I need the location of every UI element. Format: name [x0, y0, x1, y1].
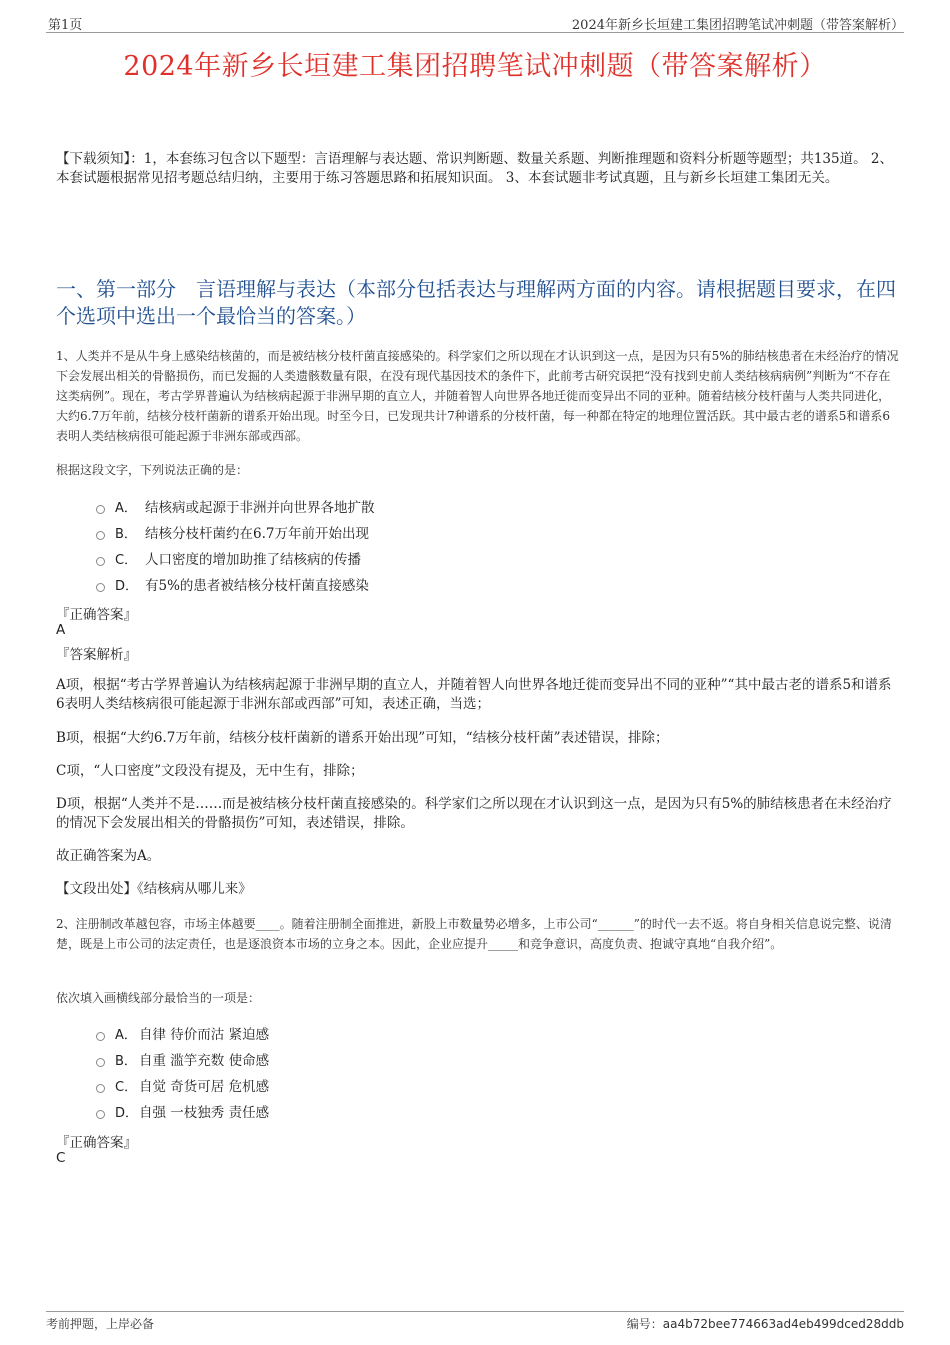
option-text: 自重 滥竽充数 使命感	[139, 1053, 270, 1069]
option-c[interactable]	[96, 1072, 269, 1098]
answer-value: C	[56, 1150, 66, 1166]
document-title: 2024年新乡长垣建工集团招聘笔试冲刺题（带答案解析）	[123, 51, 827, 82]
analysis-item-b: B项，根据“大约6.7万年前，结核分枝杆菌新的谱系开始出现”可知，“结核分枝杆菌”表述错误，排除；	[56, 730, 669, 746]
option-b[interactable]	[96, 519, 375, 545]
analysis-conclusion: 故正确答案为A。	[56, 848, 161, 864]
footer-code-label: 编号：	[626, 1317, 663, 1331]
option-text: 自强 一枝独秀 责任感	[139, 1105, 270, 1121]
option-letter: D．	[115, 1105, 139, 1121]
footer-divider	[46, 1311, 904, 1312]
radio-icon[interactable]	[96, 1032, 105, 1041]
radio-icon[interactable]	[96, 531, 105, 540]
radio-icon[interactable]	[96, 557, 105, 566]
answer-value: A	[56, 622, 66, 638]
header-doc-title: 2024年新乡长垣建工集团招聘笔试冲刺题（带答案解析）	[571, 18, 904, 33]
option-text: 自觉 奇货可居 危机感	[139, 1079, 270, 1095]
option-d[interactable]	[96, 571, 375, 597]
header-page-number: 第1页	[48, 18, 83, 33]
source-citation: 【文段出处】《结核病从哪儿来》	[56, 881, 252, 897]
radio-icon[interactable]	[96, 1058, 105, 1067]
option-a[interactable]	[96, 493, 375, 519]
option-text: 结核病或起源于非洲并向世界各地扩散	[145, 500, 375, 516]
footer-slogan: 考前押题，上岸必备	[46, 1317, 155, 1331]
footer-code-value: aa4b72bee774663ad4eb499dced28ddb	[662, 1317, 904, 1331]
option-text: 结核分枝杆菌约在6.7万年前开始出现	[145, 526, 369, 542]
option-letter: A．	[115, 500, 137, 516]
answer-label: 『正确答案』	[56, 1135, 137, 1151]
footer-code	[627, 1315, 904, 1332]
question-2-prompt: 依次填入画横线部分最恰当的一项是：	[56, 991, 261, 1005]
question-1-text: 1、人类并不是从牛身上感染结核菌的，而是被结核分枝杆菌直接感染的。科学家们之所以现在才认识到这一点，是因为只有5%的肺结核患者在未经治疗的情况下会发展出相关的骨骼损伤，而已发掘的人类遗骸数量有限，在没有现代基因技术的条件下，此前考古研究误把“没有找到史前人类结核病病例”判断为“不存在这类病例”。现在，考古学界普遍认为结核病起源于非洲早期的直立人，并随着智人向世界各地迁徙而变异出不同的亚种。随着结核分枝杆菌与人类共同进化，大约6.7万年前，结核分枝杆菌新的谱系开始出现。时至今日，已发现共计7种谱系的分枝杆菌，每一种都在特定的地理位置活跃。其中最古老的谱系5和谱系6表明人类结核病很可能起源于非洲东部或西部。	[56, 349, 899, 443]
question-1-options	[96, 493, 375, 597]
analysis-item-c: C项，“人口密度”文段没有提及，无中生有，排除；	[56, 763, 364, 779]
option-letter: B．	[115, 1053, 137, 1069]
option-letter: B．	[115, 526, 137, 542]
question-1-prompt: 根据这段文字，下列说法正确的是：	[56, 463, 249, 477]
option-text: 有5%的患者被结核分枝杆菌直接感染	[145, 578, 369, 594]
question-2-text: 2、注册制改革越包容，市场主体越要____。随着注册制全面推进，新股上市数量势必增多，上市公司“______”的时代一去不返。将自身相关信息说完整、说清楚，既是上市公司的法定责任，也是逐浪资本市场的立身之本。因此，企业应提升_____和竞争意识，高度负责、抱诚守真地“自我介绍”。	[56, 917, 892, 951]
option-d[interactable]	[96, 1098, 269, 1124]
option-letter: C．	[115, 1079, 138, 1095]
analysis-item-d: D项，根据“人类并不是……而是被结核分枝杆菌直接感染的。科学家们之所以现在才认识到这一点，是因为只有5%的肺结核患者在未经治疗的情况下会发展出相关的骨骼损伤”可知，表述错误，排除。	[56, 796, 892, 831]
header-divider	[46, 32, 904, 33]
question-2-options	[96, 1020, 269, 1124]
answer-label: 『正确答案』	[56, 607, 137, 623]
section-heading: 一、第一部分 言语理解与表达（本部分包括表达与理解两方面的内容。请根据题目要求，在四个选项中选出一个最恰当的答案。）	[56, 277, 896, 328]
option-b[interactable]	[96, 1046, 269, 1072]
analysis-item-a: A项，根据“考古学界普遍认为结核病起源于非洲早期的直立人，并随着智人向世界各地迁徙而变异出不同的亚种”“其中最古老的谱系5和谱系6表明人类结核病很可能起源于非洲东部或西部”可知，表述正确，当选；	[56, 677, 892, 712]
analysis-label: 『答案解析』	[56, 647, 137, 663]
option-c[interactable]	[96, 545, 375, 571]
option-text: 人口密度的增加助推了结核病的传播	[145, 552, 361, 568]
download-notice: 【下载须知】：1，本套练习包含以下题型：言语理解与表达题、常识判断题、数量关系题、判断推理题和资料分析题等题型；共135道。 2、本套试题根据常见招考题总结归纳，主要用于练习答题思路和拓展知识面。 3、本套试题非考试真题，且与新乡长垣建工集团无关。	[56, 151, 893, 186]
radio-icon[interactable]	[96, 583, 105, 592]
option-letter: A．	[115, 1027, 137, 1043]
option-text: 自律 待价而沽 紧迫感	[139, 1027, 270, 1043]
radio-icon[interactable]	[96, 505, 105, 514]
option-letter: C．	[115, 552, 138, 568]
option-a[interactable]	[96, 1020, 269, 1046]
option-letter: D．	[115, 578, 139, 594]
radio-icon[interactable]	[96, 1110, 105, 1119]
radio-icon[interactable]	[96, 1084, 105, 1093]
